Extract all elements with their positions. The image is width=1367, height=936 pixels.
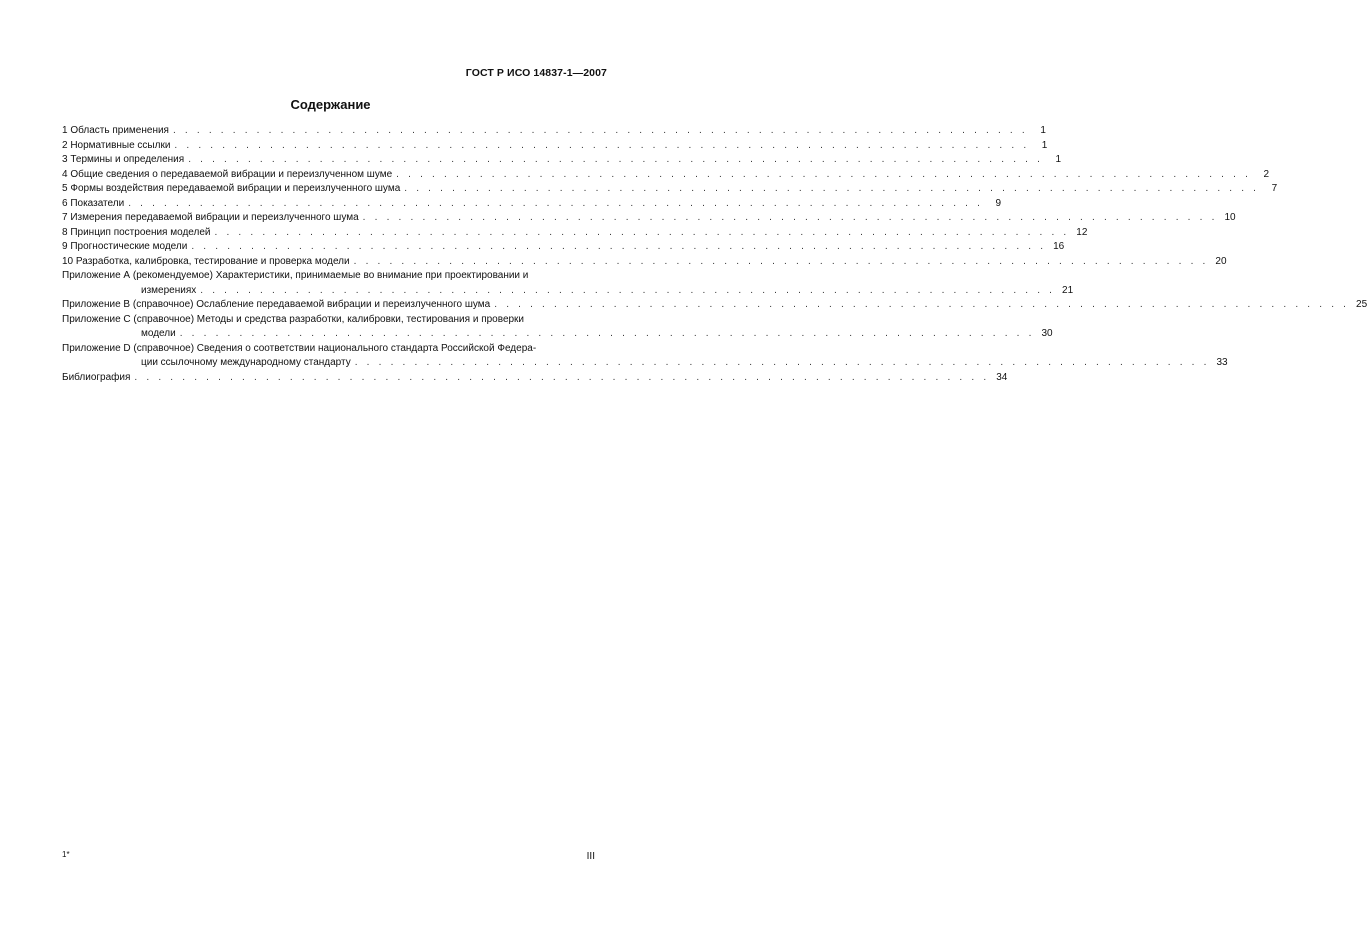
toc-entry[interactable] [62,153,1062,168]
toc-leader-dots: . . . . . . . . . . . . . . . . . . . . . . . . . . . . . . . . . . . . . . . . . . . . . . . . . . . . . . . . . . . . . . . . . . . . . . . . [200,284,1056,296]
toc-entry-label: 4 Общие сведения о передаваемой вибрации и переизлученном шуме [62,168,393,180]
toc-appendix-a[interactable] [62,269,1074,298]
toc-appendix-label-cont: ции ссылочному международному стандарту [141,357,351,368]
toc-entry-label: 3 Термины и определения [62,154,185,165]
toc-leader-dots: . . . . . . . . . . . . . . . . . . . . . . . . . . . . . . . . . . . . . . . . . . . . . . . . . . . . . . . . . . . . . . . . . . . . . . . . [172,125,1028,136]
toc-appendix-c[interactable] [62,313,1053,342]
toc-leader-dots: . . . . . . . . . . . . . . . . . . . . . . . . . . . . . . . . . . . . . . . . . . . . . . . . . . . . . . . . . . . . . . . . . . . . . . . . [494,299,1350,310]
toc-appendix-line1 [62,313,599,328]
toc-entry[interactable] [62,124,1046,139]
toc-entry-page: 20 [1215,255,1227,267]
toc-entry-page: 33 [1216,357,1228,368]
toc-leader-dots: . . . . . . . . . . . . . . . . . . . . . . . . . . . . . . . . . . . . . . . . . . . . . . . . . . . . . . . . . . . . . . . . . . . . . . . . [396,168,1252,180]
toc-bibliography[interactable] [62,371,1008,386]
toc-leader-dots: . . . . . . . . . . . . . . . . . . . . . . . . . . . . . . . . . . . . . . . . . . . . . . . . . . . . . . . . . . . . . . . . . . . . . . . . [362,212,1218,223]
toc-appendix-line2 [62,327,1053,342]
toc-entry-label: 2 Нормативные ссылки [62,139,171,151]
toc-entry[interactable] [62,211,1236,226]
toc-entry-label: 10 Разработка, калибровка, тестирование и проверка модели [62,255,350,267]
toc-appendix-line2 [62,284,1074,299]
toc-entry[interactable] [62,182,1278,197]
toc-appendix-line2 [62,356,1228,371]
toc-entry[interactable] [62,139,1048,154]
toc-entry[interactable] [62,197,1002,212]
toc-entry-label: 9 Прогностические модели [62,241,188,252]
toc-leader-dots: . . . . . . . . . . . . . . . . . . . . . . . . . . . . . . . . . . . . . . . . . . . . . . . . . . . . . . . . . . . . . . . . . . . . . . . . [128,197,984,209]
toc-appendix-label: Приложение А (рекомендуемое) Характеристики, принимаемые во внимание при проектировании и [62,270,529,281]
toc-appendix-d[interactable] [62,342,1228,371]
toc-entry-label: 7 Измерения передаваемой вибрации и переизлученного шума [62,212,359,223]
toc-entry[interactable] [62,168,1270,183]
toc-entry[interactable] [62,226,1088,241]
toc-entry-page: 30 [1041,328,1053,339]
toc-leader-dots: . . . . . . . . . . . . . . . . . . . . . . . . . . . . . . . . . . . . . . . . . . . . . . . . . . . . . . . . . . . . . . . . . . . . . . . . [179,328,1035,339]
toc-entry-page: 25 [1356,299,1367,310]
table-of-contents [62,124,1367,385]
toc-entry[interactable] [62,255,1227,270]
toc-leader-dots: . . . . . . . . . . . . . . . . . . . . . . . . . . . . . . . . . . . . . . . . . . . . . . . . . . . . . . . . . . . . . . . . . . . . . . . . [404,183,1260,194]
toc-entry-page: 1 [1040,125,1046,136]
toc-entry-page: 16 [1053,241,1065,252]
toc-entry-page: 1 [1055,154,1062,165]
toc-entry-label: Библиография [62,371,131,383]
page-number: III [586,851,595,862]
page-title: Содержание [290,97,371,112]
toc-appendix-label-cont: модели [141,328,176,339]
toc-leader-dots: . . . . . . . . . . . . . . . . . . . . . . . . . . . . . . . . . . . . . . . . . . . . . . . . . . . . . . . . . . . . . . . . . . . . . . . . [353,255,1209,267]
toc-entry-label: 1 Область применения [62,125,169,136]
toc-entry-page: 21 [1062,284,1074,296]
toc-entry-page: 34 [996,371,1008,383]
footer-sheet-mark: 1* [62,850,70,859]
toc-entry-page: 12 [1076,226,1088,238]
toc-entry-label: 6 Показатели [62,197,125,209]
toc-entry-label: 5 Формы воздействия передаваемой вибрации и переизлученного шума [62,183,401,194]
toc-entry[interactable] [62,240,1065,255]
toc-appendix-line1 [62,342,599,357]
toc-entry-page: 9 [995,197,1002,209]
toc-appendix-label: Приложение D (справочное) Сведения о соответствии национального стандарта Российской Федера- [62,342,537,354]
toc-leader-dots: . . . . . . . . . . . . . . . . . . . . . . . . . . . . . . . . . . . . . . . . . . . . . . . . . . . . . . . . . . . . . . . . . . . . . . . . [188,154,1044,165]
toc-appendix-label: Приложение В (справочное) Ослабление передаваемой вибрации и переизлученного шума [62,299,491,310]
toc-appendix-label-cont: измерениях [141,284,197,296]
document-code: ГОСТ Р ИСО 14837-1—2007 [465,67,607,79]
toc-appendix-label: Приложение С (справочное) Методы и средства разработки, калибровки, тестирования и проверки [62,313,525,325]
toc-leader-dots: . . . . . . . . . . . . . . . . . . . . . . . . . . . . . . . . . . . . . . . . . . . . . . . . . . . . . . . . . . . . . . . . . . . . . . . . [214,226,1070,238]
toc-appendix-b[interactable] [62,298,1367,313]
toc-entry-page: 7 [1271,183,1278,194]
toc-appendix-line1 [62,269,599,284]
toc-entry-page: 10 [1224,212,1236,223]
toc-entry-label: 8 Принцип построения моделей [62,226,211,238]
toc-leader-dots: . . . . . . . . . . . . . . . . . . . . . . . . . . . . . . . . . . . . . . . . . . . . . . . . . . . . . . . . . . . . . . . . . . . . . . . . [174,139,1030,151]
toc-entry-page: 2 [1263,168,1270,180]
toc-entry-page: 1 [1041,139,1048,151]
toc-leader-dots: . . . . . . . . . . . . . . . . . . . . . . . . . . . . . . . . . . . . . . . . . . . . . . . . . . . . . . . . . . . . . . . . . . . . . . . . [134,371,990,383]
toc-leader-dots: . . . . . . . . . . . . . . . . . . . . . . . . . . . . . . . . . . . . . . . . . . . . . . . . . . . . . . . . . . . . . . . . . . . . . . . . [191,241,1047,252]
toc-leader-dots: . . . . . . . . . . . . . . . . . . . . . . . . . . . . . . . . . . . . . . . . . . . . . . . . . . . . . . . . . . . . . . . . . . . . . . . . [354,357,1210,368]
